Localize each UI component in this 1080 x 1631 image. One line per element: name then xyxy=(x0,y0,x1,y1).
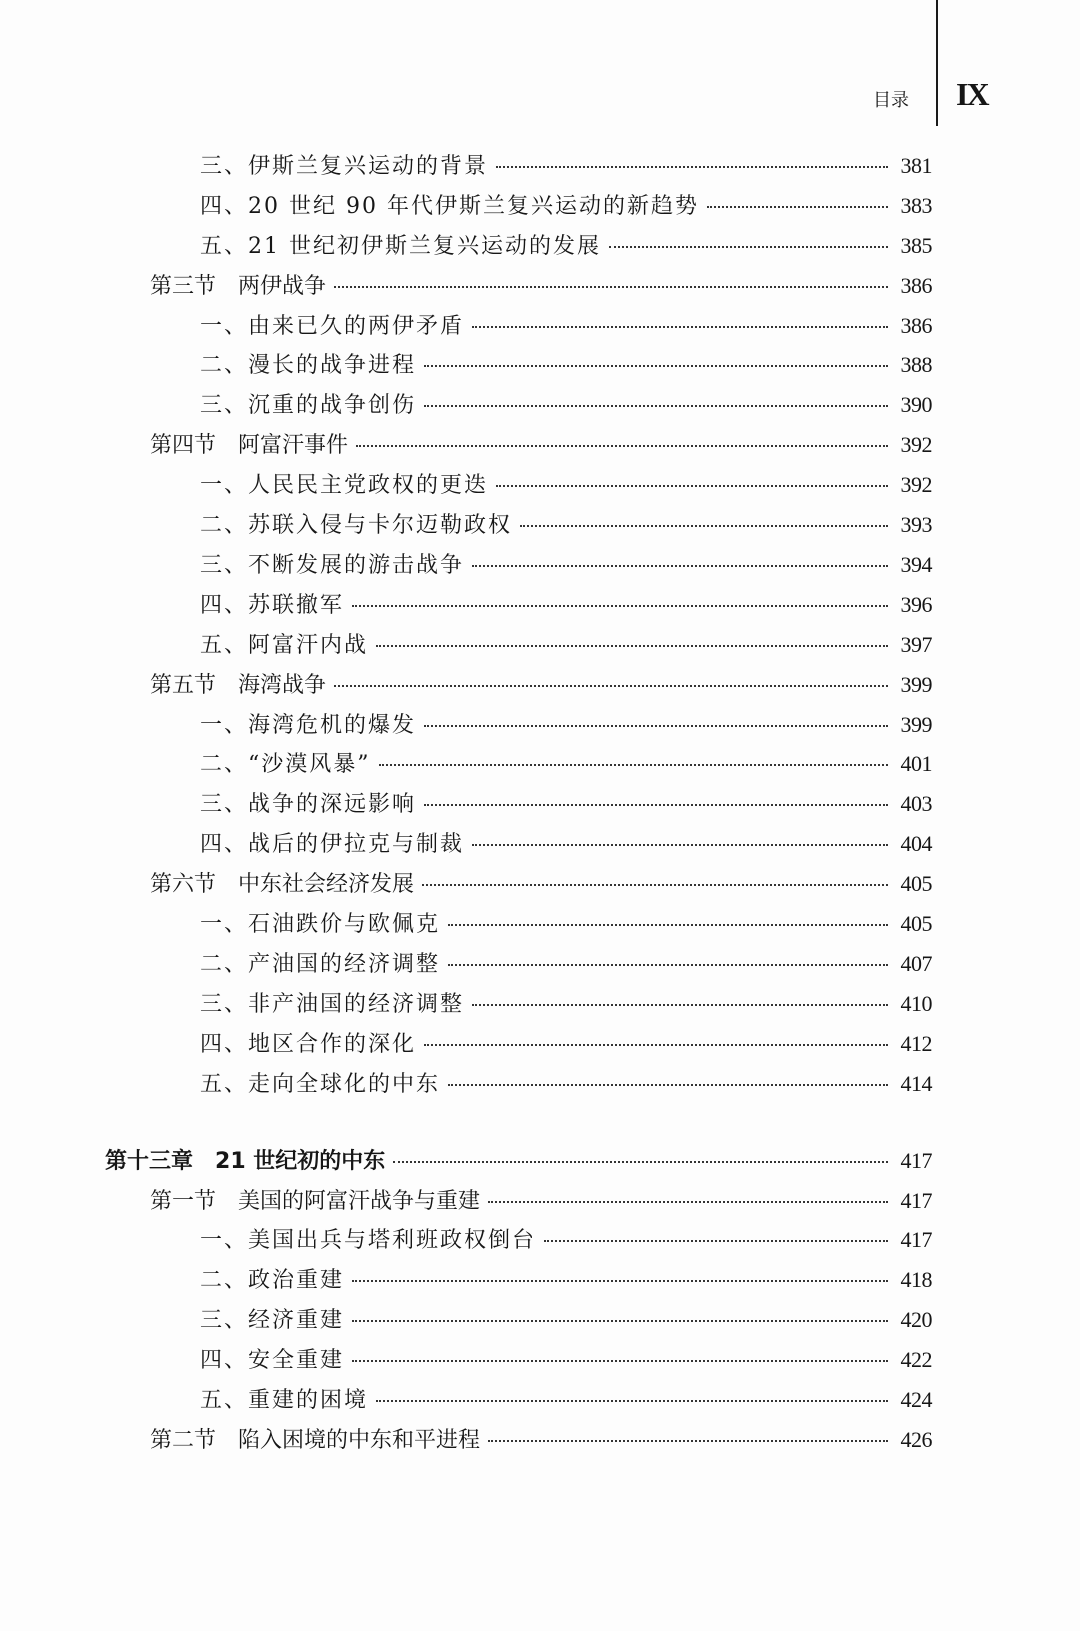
toc-entry-title: 重建的困境 xyxy=(248,1388,369,1413)
toc-entry-number: 四、 xyxy=(200,1032,249,1057)
toc-entry-title: 陷入困境的中东和平进程 xyxy=(238,1428,481,1453)
toc-section-entry xyxy=(150,870,932,899)
dot-leader xyxy=(422,884,888,886)
toc-entry-title: 美国的阿富汗战争与重建 xyxy=(238,1189,481,1214)
toc-entry-number: 第四节 xyxy=(150,433,217,458)
toc-section-entry xyxy=(150,272,932,301)
toc-entry-title: 战争的深远影响 xyxy=(248,792,417,817)
toc-subsection-entry xyxy=(200,1346,932,1375)
toc-entry-number: 二、 xyxy=(200,752,249,777)
dot-leader xyxy=(496,485,888,487)
toc-entry-page: 407 xyxy=(900,951,932,976)
dot-leader xyxy=(379,764,888,766)
toc-entry-title: 苏联撤军 xyxy=(248,593,345,618)
toc-entry-page: 383 xyxy=(900,193,932,218)
toc-entry-page: 420 xyxy=(900,1307,932,1332)
toc-entry-page: 386 xyxy=(900,273,932,298)
toc-entry-page: 403 xyxy=(900,791,932,816)
toc-entry-page: 399 xyxy=(900,672,932,697)
toc-subsection-entry xyxy=(200,591,932,620)
dot-leader xyxy=(424,1044,888,1046)
toc-entry-page: 393 xyxy=(900,512,932,537)
toc-subsection-entry xyxy=(200,551,932,580)
toc-entry-title: 两伊战争 xyxy=(238,274,327,299)
toc-entry-title: 由来已久的两伊矛盾 xyxy=(248,314,465,339)
toc-subsection-entry xyxy=(200,830,932,859)
toc-entry-page: 424 xyxy=(900,1387,932,1412)
toc-entry-title: 产油国的经济调整 xyxy=(248,952,441,977)
toc-subsection-entry xyxy=(200,790,932,819)
toc-subsection-entry xyxy=(200,511,932,540)
dot-leader xyxy=(472,565,888,567)
toc-entry-title: 地区合作的深化 xyxy=(248,1032,417,1057)
toc-entry-title: 政治重建 xyxy=(248,1268,345,1293)
toc-entry-page: 396 xyxy=(900,592,932,617)
toc-subsection-entry xyxy=(200,750,932,779)
toc-entry-page: 412 xyxy=(900,1031,932,1056)
dot-leader xyxy=(376,1400,888,1402)
dot-leader xyxy=(488,1440,888,1442)
toc-entry-title: 走向全球化的中东 xyxy=(248,1072,441,1097)
toc-entry-title: 安全重建 xyxy=(248,1348,345,1373)
toc-entry-page: 414 xyxy=(900,1071,932,1096)
toc-entry-page: 404 xyxy=(900,831,932,856)
toc-entry-number: 第十三章 xyxy=(105,1149,194,1174)
toc-entry-number: 一、 xyxy=(200,1228,249,1253)
toc-entry-page: 401 xyxy=(900,751,932,776)
toc-entry-title: 20 世纪 90 年代伊斯兰复兴运动的新趋势 xyxy=(248,194,699,219)
toc-entry-number: 二、 xyxy=(200,353,249,378)
toc-entry-number: 第二节 xyxy=(150,1428,217,1453)
toc-entry-page: 417 xyxy=(900,1188,932,1213)
dot-leader xyxy=(424,725,888,727)
toc-subsection-entry xyxy=(200,391,932,420)
toc-entry-number: 三、 xyxy=(200,792,249,817)
toc-entry-number: 五、 xyxy=(200,1388,249,1413)
toc-entry-number: 第五节 xyxy=(150,673,217,698)
toc-subsection-entry xyxy=(200,192,932,221)
toc-entry-page: 392 xyxy=(900,472,932,497)
toc-entry-number: 第三节 xyxy=(150,274,217,299)
dot-leader xyxy=(496,166,888,168)
dot-leader xyxy=(424,405,888,407)
toc-entry-title: 海湾危机的爆发 xyxy=(248,713,417,738)
toc-entry-title: 苏联入侵与卡尔迈勒政权 xyxy=(248,513,513,538)
dot-leader xyxy=(448,964,888,966)
toc-subsection-entry xyxy=(200,1266,932,1295)
dot-leader xyxy=(356,445,888,447)
toc-entry-page: 410 xyxy=(900,991,932,1016)
toc-entry-number: 三、 xyxy=(200,1308,249,1333)
toc-subsection-entry xyxy=(200,910,932,939)
page-number: IX xyxy=(956,76,988,112)
toc-subsection-entry xyxy=(200,1030,932,1059)
toc-entry-number: 五、 xyxy=(200,633,249,658)
dot-leader xyxy=(707,206,888,208)
toc-entry-number: 四、 xyxy=(200,1348,249,1373)
toc-entry-number: 第一节 xyxy=(150,1189,217,1214)
toc-entry-page: 381 xyxy=(900,153,932,178)
dot-leader xyxy=(448,1084,888,1086)
toc-entry-number: 三、 xyxy=(200,553,249,578)
toc-subsection-entry xyxy=(200,351,932,380)
toc-subsection-entry xyxy=(200,312,932,341)
toc-subsection-entry xyxy=(200,232,932,261)
dot-leader xyxy=(424,804,888,806)
toc-entry-title: 阿富汗事件 xyxy=(238,433,349,458)
toc-entry-page: 394 xyxy=(900,552,932,577)
toc-entry-page: 418 xyxy=(900,1267,932,1292)
toc-entry-title: 不断发展的游击战争 xyxy=(248,553,465,578)
toc-entry-title: 中东社会经济发展 xyxy=(238,872,415,897)
dot-leader xyxy=(352,1320,888,1322)
dot-leader xyxy=(544,1240,888,1242)
toc-entry-number: 三、 xyxy=(200,992,249,1017)
running-header-label: 目录 xyxy=(873,90,909,111)
dot-leader xyxy=(334,286,888,288)
toc-entry-number: 五、 xyxy=(200,234,249,259)
dot-leader xyxy=(424,365,888,367)
toc-chapter-entry xyxy=(105,1147,932,1176)
toc-entry-number: 二、 xyxy=(200,952,249,977)
toc-entry-title: 阿富汗内战 xyxy=(248,633,369,658)
dot-leader xyxy=(393,1161,888,1163)
toc-section-entry xyxy=(150,671,932,700)
toc-subsection-entry xyxy=(200,1070,932,1099)
toc-entry-number: 第六节 xyxy=(150,872,217,897)
dot-leader xyxy=(472,844,888,846)
dot-leader xyxy=(352,1360,888,1362)
toc-entry-number: 二、 xyxy=(200,1268,249,1293)
dot-leader xyxy=(520,525,888,527)
toc-entry-number: 一、 xyxy=(200,314,249,339)
toc-entry-number: 二、 xyxy=(200,513,249,538)
toc-entry-title: 战后的伊拉克与制裁 xyxy=(248,832,465,857)
toc-entry-title: 石油跌价与欧佩克 xyxy=(248,912,441,937)
toc-entry-title: 经济重建 xyxy=(248,1308,345,1333)
toc-entry-page: 399 xyxy=(900,712,932,737)
toc-entry-number: 四、 xyxy=(200,194,249,219)
toc-entry-page: 386 xyxy=(900,313,932,338)
toc-entry-title: 沉重的战争创伤 xyxy=(248,393,417,418)
toc-entry-page: 390 xyxy=(900,392,932,417)
dot-leader xyxy=(488,1201,888,1203)
toc-subsection-entry xyxy=(200,711,932,740)
toc-entry-page: 422 xyxy=(900,1347,932,1372)
toc-entry-page: 405 xyxy=(900,871,932,896)
toc-subsection-entry xyxy=(200,152,932,181)
toc-subsection-entry xyxy=(200,950,932,979)
toc-entry-page: 397 xyxy=(900,632,932,657)
toc-entry-page: 405 xyxy=(900,911,932,936)
toc-entry-page: 388 xyxy=(900,352,932,377)
dot-leader xyxy=(352,1280,888,1282)
toc-subsection-entry xyxy=(200,990,932,1019)
dot-leader xyxy=(609,246,888,248)
toc-entry-title: 伊斯兰复兴运动的背景 xyxy=(248,154,489,179)
dot-leader xyxy=(448,924,888,926)
dot-leader xyxy=(334,685,888,687)
toc-section-entry xyxy=(150,1187,932,1216)
dot-leader xyxy=(472,326,888,328)
toc-entry-page: 417 xyxy=(900,1227,932,1252)
toc-entry-number: 一、 xyxy=(200,912,249,937)
dot-leader xyxy=(352,605,888,607)
toc-entry-number: 三、 xyxy=(200,154,249,179)
toc-entry-title: 非产油国的经济调整 xyxy=(248,992,465,1017)
toc-entry-number: 一、 xyxy=(200,713,249,738)
toc-subsection-entry xyxy=(200,1306,932,1335)
toc-section-entry xyxy=(150,1426,932,1455)
toc-entry-number: 一、 xyxy=(200,473,249,498)
dot-leader xyxy=(472,1004,888,1006)
toc-entry-title: 漫长的战争进程 xyxy=(248,353,417,378)
toc-entry-number: 四、 xyxy=(200,832,249,857)
toc-entry-title: 21 世纪初伊斯兰复兴运动的发展 xyxy=(248,234,602,259)
dot-leader xyxy=(376,645,888,647)
toc-subsection-entry xyxy=(200,1226,932,1255)
toc-entry-title: 人民民主党政权的更迭 xyxy=(248,473,489,498)
toc-entry-number: 四、 xyxy=(200,593,249,618)
toc-entry-number: 三、 xyxy=(200,393,249,418)
toc-entry-title: 海湾战争 xyxy=(238,673,327,698)
toc-entry-page: 417 xyxy=(900,1148,932,1173)
toc-entry-title: 美国出兵与塔利班政权倒台 xyxy=(248,1228,537,1253)
toc-entry-page: 426 xyxy=(900,1427,932,1452)
toc-subsection-entry xyxy=(200,471,932,500)
toc-entry-page: 392 xyxy=(900,432,932,457)
toc-entry-number: 五、 xyxy=(200,1072,249,1097)
toc-entry-title: “沙漠风暴” xyxy=(248,752,371,777)
toc-entry-page: 385 xyxy=(900,233,932,258)
toc-subsection-entry xyxy=(200,1386,932,1415)
toc-section-entry xyxy=(150,431,932,460)
toc-entry-title: 21 世纪初的中东 xyxy=(215,1149,386,1174)
toc-subsection-entry xyxy=(200,631,932,660)
